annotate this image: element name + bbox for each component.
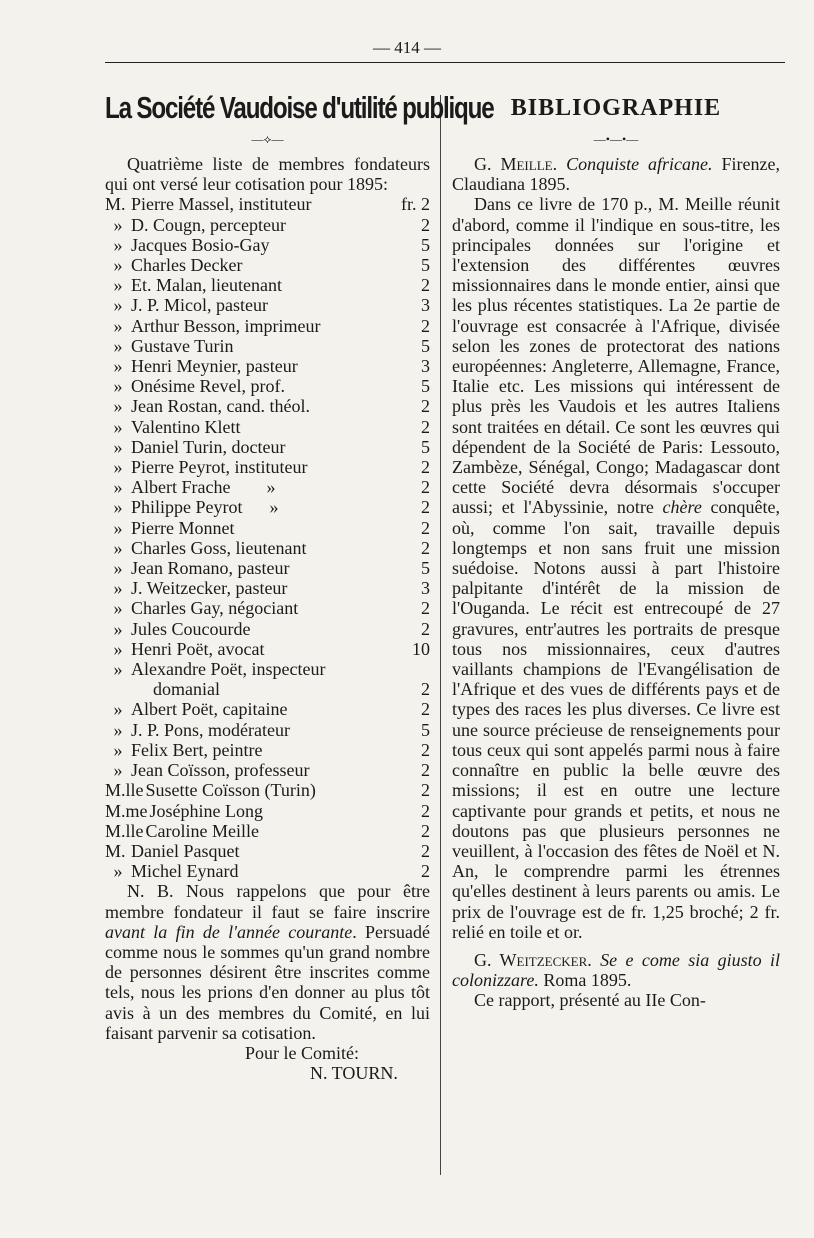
member-row (105, 437, 430, 457)
member-name (105, 639, 404, 659)
member-amount: 5 (421, 255, 430, 276)
member-name-text: Arthur Besson, imprimeur (131, 315, 321, 336)
member-prefix: » (113, 396, 123, 417)
member-name (105, 801, 404, 821)
member-name-text: Joséphine Long (149, 800, 263, 821)
member-name (105, 396, 404, 416)
signature-name: N. TOURN. (310, 1063, 398, 1084)
member-prefix: » (113, 477, 123, 498)
member-amount: 5 (421, 719, 430, 740)
section-ornament: —•—•— (593, 132, 639, 146)
member-prefix: » (113, 376, 123, 397)
member-amount: fr. 2 (401, 194, 430, 215)
member-prefix: » (113, 416, 123, 437)
member-prefix: » (113, 457, 123, 478)
member-amount: 2 (421, 598, 430, 619)
member-name-text: Pierre Monnet (131, 517, 235, 538)
right-column (452, 88, 780, 1011)
member-prefix: M.lle (105, 780, 144, 801)
member-list (105, 194, 430, 881)
entry-1-body-b: conquête, où, comme l'on sait, travaille depuis longtemps et non sans fruit une mission suédoise. Notons aussi à part l'histoire palpitante d'intérêt de la mission de l'Ouganda. Le récit est entrecoupé de 27 gravures, entr'autres les portraits de presque tous nos missionnaires, ceux d'autres vaillants champions de l'Evangélisation de l'Afrique et des vues de différents pays et de types des races les plus diverses. Ce livre est une source précieuse de renseignements pour tous ceux qui sont appelés parmi nous à faire connaître en public la belle œuvre des missions; il est en outre une lecture captivante pour grands et petits, et nous ne doutons pas que plusieurs personnes ne veuillent, à l'occasion des fêtes de Noël et N. An, le comprendre parmi les étrennes qu'elles destinent à leurs parents ou amis. Le prix de l'ouvrage est de fr. 1,25 broché; 2 fr. relié en toile et or. (452, 497, 780, 942)
member-name (105, 760, 404, 780)
member-amount: 2 (421, 780, 430, 801)
member-name-text: Onésime Revel, prof. (131, 376, 285, 397)
member-prefix: » (113, 760, 123, 781)
top-rule (105, 62, 785, 63)
member-row (105, 255, 430, 275)
member-row (105, 659, 430, 679)
title-ornament: —⟡— (251, 132, 284, 146)
member-name-text: Pierre Peyrot, instituteur (131, 457, 308, 478)
member-name (105, 619, 404, 639)
section-title: BIBLIOGRAPHIE (510, 95, 722, 121)
member-amount: 2 (421, 537, 430, 558)
entry-1-author: G. Meille. (474, 154, 558, 174)
member-prefix: » (113, 497, 123, 518)
member-name (105, 538, 404, 558)
member-row (105, 538, 430, 558)
member-row (105, 417, 430, 437)
member-name-text: Caroline Meille (145, 820, 259, 841)
member-row (105, 497, 430, 517)
bibliography-entry-2 (452, 950, 780, 1011)
member-prefix: » (113, 214, 123, 235)
member-name-text: Daniel Pasquet (131, 840, 240, 861)
member-prefix: » (113, 436, 123, 457)
member-amount: 2 (421, 315, 430, 336)
member-amount: 5 (421, 335, 430, 356)
member-row (105, 699, 430, 719)
nb-paragraph (105, 881, 430, 1043)
member-row (105, 194, 430, 214)
member-amount: 2 (421, 477, 430, 498)
nb-italic: avant la fin de l'année courante (105, 921, 353, 942)
member-prefix: » (113, 315, 123, 336)
member-name-text: Charles Decker (131, 255, 243, 276)
signature-line-1: Pour le Comité: (245, 1042, 359, 1063)
member-prefix: M. (105, 194, 126, 215)
member-name-text: Pierre Massel, instituteur (131, 194, 312, 215)
intro-text (105, 154, 430, 194)
member-amount: 10 (412, 638, 430, 659)
member-name (105, 578, 404, 598)
member-amount: 2 (421, 840, 430, 861)
member-name (105, 780, 404, 800)
member-name-text: J. Weitzecker, pasteur (131, 578, 288, 599)
member-amount: 2 (421, 861, 430, 882)
member-name-text: Daniel Turin, docteur (131, 436, 286, 457)
member-name (105, 255, 404, 275)
bibliography-entry-1 (452, 154, 780, 942)
entry-1-heading (452, 154, 780, 194)
entry-2-author: G. Weitzecker. (474, 949, 592, 970)
member-name (105, 598, 404, 618)
member-amount: 2 (421, 760, 430, 781)
entry-2-publisher: Roma 1895. (543, 970, 632, 991)
member-amount: 5 (421, 436, 430, 457)
member-prefix: » (113, 295, 123, 316)
member-prefix: M.me (105, 800, 148, 821)
member-row (105, 821, 430, 841)
member-prefix: » (113, 356, 123, 377)
member-prefix: » (113, 618, 123, 639)
member-amount: 5 (421, 376, 430, 397)
member-name-text: Et. Malan, lieutenant (131, 275, 282, 296)
member-row (105, 477, 430, 497)
entry-1-publisher: Firenze, Claudiana 1895. (452, 154, 780, 195)
member-prefix: » (113, 638, 123, 659)
member-row (105, 679, 430, 699)
nb-end: . Persuadé comme nous le sommes qu'un grand nombre de personnes désirent être inscrites comme tels, nous les prions d'en donner au plus tôt avis à un des membres du Comité, en lui faisant parvenir sa cotisation. (105, 921, 430, 1043)
member-row (105, 215, 430, 235)
member-name-text: Charles Gay, négociant (131, 598, 299, 619)
member-name (105, 861, 404, 881)
member-prefix: » (113, 517, 123, 538)
member-amount: 3 (421, 578, 430, 599)
member-name-text: Gustave Turin (131, 335, 234, 356)
member-name-text: Jean Romano, pasteur (131, 558, 290, 579)
member-prefix: » (113, 255, 123, 276)
member-prefix: » (113, 558, 123, 579)
member-row (105, 598, 430, 618)
member-row (105, 578, 430, 598)
member-name-text: Albert Frache » (131, 477, 276, 498)
nb-start: N. B. Nous rappelons que pour être membre fondateur il faut se faire inscrire (105, 881, 430, 922)
member-prefix: » (113, 537, 123, 558)
member-prefix: » (113, 719, 123, 740)
member-amount: 5 (421, 234, 430, 255)
member-amount: 2 (421, 214, 430, 235)
member-row (105, 780, 430, 800)
member-name (105, 659, 404, 679)
member-name-text: Susette Coïsson (Turin) (145, 780, 316, 801)
member-name (105, 477, 404, 497)
member-row (105, 861, 430, 881)
member-name-text: Felix Bert, peintre (131, 739, 263, 760)
member-name (105, 679, 404, 699)
page-number: — 414 — (373, 38, 441, 57)
member-row (105, 639, 430, 659)
member-name (105, 457, 404, 477)
entry-1-title: Conquiste africane. (566, 154, 713, 174)
member-prefix: » (113, 861, 123, 882)
member-name-text: Jean Rostan, cand. théol. (131, 396, 310, 417)
left-column (105, 88, 494, 1084)
member-name (105, 841, 404, 861)
member-prefix: » (113, 699, 123, 720)
member-prefix: » (113, 335, 123, 356)
member-name (105, 699, 404, 719)
member-name (105, 336, 404, 356)
member-name (105, 275, 404, 295)
member-row (105, 356, 430, 376)
member-name-text: Charles Goss, lieutenant (131, 537, 307, 558)
entry-2-title: Se e come sia giusto il colonizzare. (452, 949, 780, 991)
member-row (105, 841, 430, 861)
member-name (105, 437, 404, 457)
member-row (105, 457, 430, 477)
article-title: La Société Vaudoise d'utilité publique (105, 90, 494, 125)
member-name-text: Michel Eynard (131, 861, 239, 882)
entry-2-heading (452, 950, 780, 990)
member-row (105, 275, 430, 295)
member-row (105, 235, 430, 255)
member-row (105, 740, 430, 760)
member-name-text: Philippe Peyrot » (131, 497, 279, 518)
member-name (105, 518, 404, 538)
member-amount: 2 (421, 820, 430, 841)
member-name-text: J. P. Pons, modérateur (131, 719, 290, 740)
intro-paragraph: Quatrième liste de membres fondateurs qui ont versé leur cotisation pour 1895: (105, 154, 430, 195)
member-amount: 2 (421, 800, 430, 821)
member-name (105, 235, 404, 255)
member-amount: 3 (421, 295, 430, 316)
member-row (105, 801, 430, 821)
member-prefix: M.lle (105, 820, 144, 841)
member-name-text: Jean Coïsson, professeur (131, 760, 310, 781)
member-prefix: » (113, 275, 123, 296)
member-name (105, 821, 404, 841)
member-row (105, 336, 430, 356)
member-name-text: Albert Poët, capitaine (131, 699, 288, 720)
member-name (105, 558, 404, 578)
entry-1-body (452, 194, 780, 942)
member-name (105, 376, 404, 396)
member-amount (404, 659, 430, 679)
member-amount: 2 (421, 699, 430, 720)
member-name (105, 497, 404, 517)
member-row (105, 376, 430, 396)
member-prefix: » (113, 598, 123, 619)
member-name-text: Valentino Klett (131, 416, 241, 437)
member-name (105, 215, 404, 235)
member-row (105, 558, 430, 578)
member-name (105, 356, 404, 376)
member-name-text: D. Cougn, percepteur (131, 214, 286, 235)
member-amount: 3 (421, 356, 430, 377)
member-amount: 2 (421, 618, 430, 639)
member-row (105, 316, 430, 336)
member-amount: 2 (421, 275, 430, 296)
member-name-text: Henri Poët, avocat (131, 638, 265, 659)
entry-1-body-a: Dans ce livre de 170 p., M. Meille réunit d'abord, comme il l'indique en sous-titre, les principales données sur l'origine et l'extension des différentes œuvres missionnaires dans le monde entier, ainsi que les plus récentes statistiques. La 2e partie de l'ouvrage est consacrée à l'Afrique, divisée selon les zones de protectorat des nations européennes: Angleterre, Allemagne, France, Italie etc. Les missions qui intéressent de plus près les Vaudois et les autres Italiens sont traitées en détail. Ce sont les œuvres qui dépendent de la Société de Paris: Lessouto, Zambèze, Sénégal, Congo; Madagascar dont cette Société devra désormais s'occuper aussi; et l'Abyssinie, notre (452, 194, 780, 518)
member-prefix: M. (105, 840, 126, 861)
member-name (105, 740, 404, 760)
member-name-text: Henri Meynier, pasteur (131, 356, 298, 377)
column-divider (440, 95, 441, 1175)
member-amount: 2 (421, 497, 430, 518)
member-amount: 2 (421, 679, 430, 700)
member-amount: 5 (421, 558, 430, 579)
member-amount: 2 (421, 416, 430, 437)
member-row (105, 518, 430, 538)
entry-1-body-italic: chère (662, 497, 702, 518)
member-prefix: » (113, 739, 123, 760)
member-name-text: domanial (153, 679, 220, 700)
member-amount: 2 (421, 517, 430, 538)
nb-text (105, 881, 430, 1043)
member-row (105, 295, 430, 315)
member-name-text: J. P. Micol, pasteur (131, 295, 268, 316)
member-row (105, 760, 430, 780)
member-name (105, 417, 404, 437)
member-name (105, 720, 404, 740)
member-amount: 2 (421, 457, 430, 478)
member-prefix: » (113, 578, 123, 599)
member-row (105, 720, 430, 740)
member-amount: 2 (421, 396, 430, 417)
entry-2-body: Ce rapport, présenté au IIe Con- (474, 990, 706, 1011)
member-name-text: Alexandre Poët, inspecteur (131, 659, 326, 680)
member-name-text: Jules Coucourde (131, 618, 251, 639)
member-row (105, 396, 430, 416)
member-name-text: Jacques Bosio-Gay (131, 234, 270, 255)
member-prefix: » (113, 234, 123, 255)
member-name (105, 194, 370, 214)
member-row (105, 619, 430, 639)
member-name (105, 295, 404, 315)
member-prefix: » (113, 659, 123, 680)
member-name (105, 316, 404, 336)
member-amount: 2 (421, 739, 430, 760)
